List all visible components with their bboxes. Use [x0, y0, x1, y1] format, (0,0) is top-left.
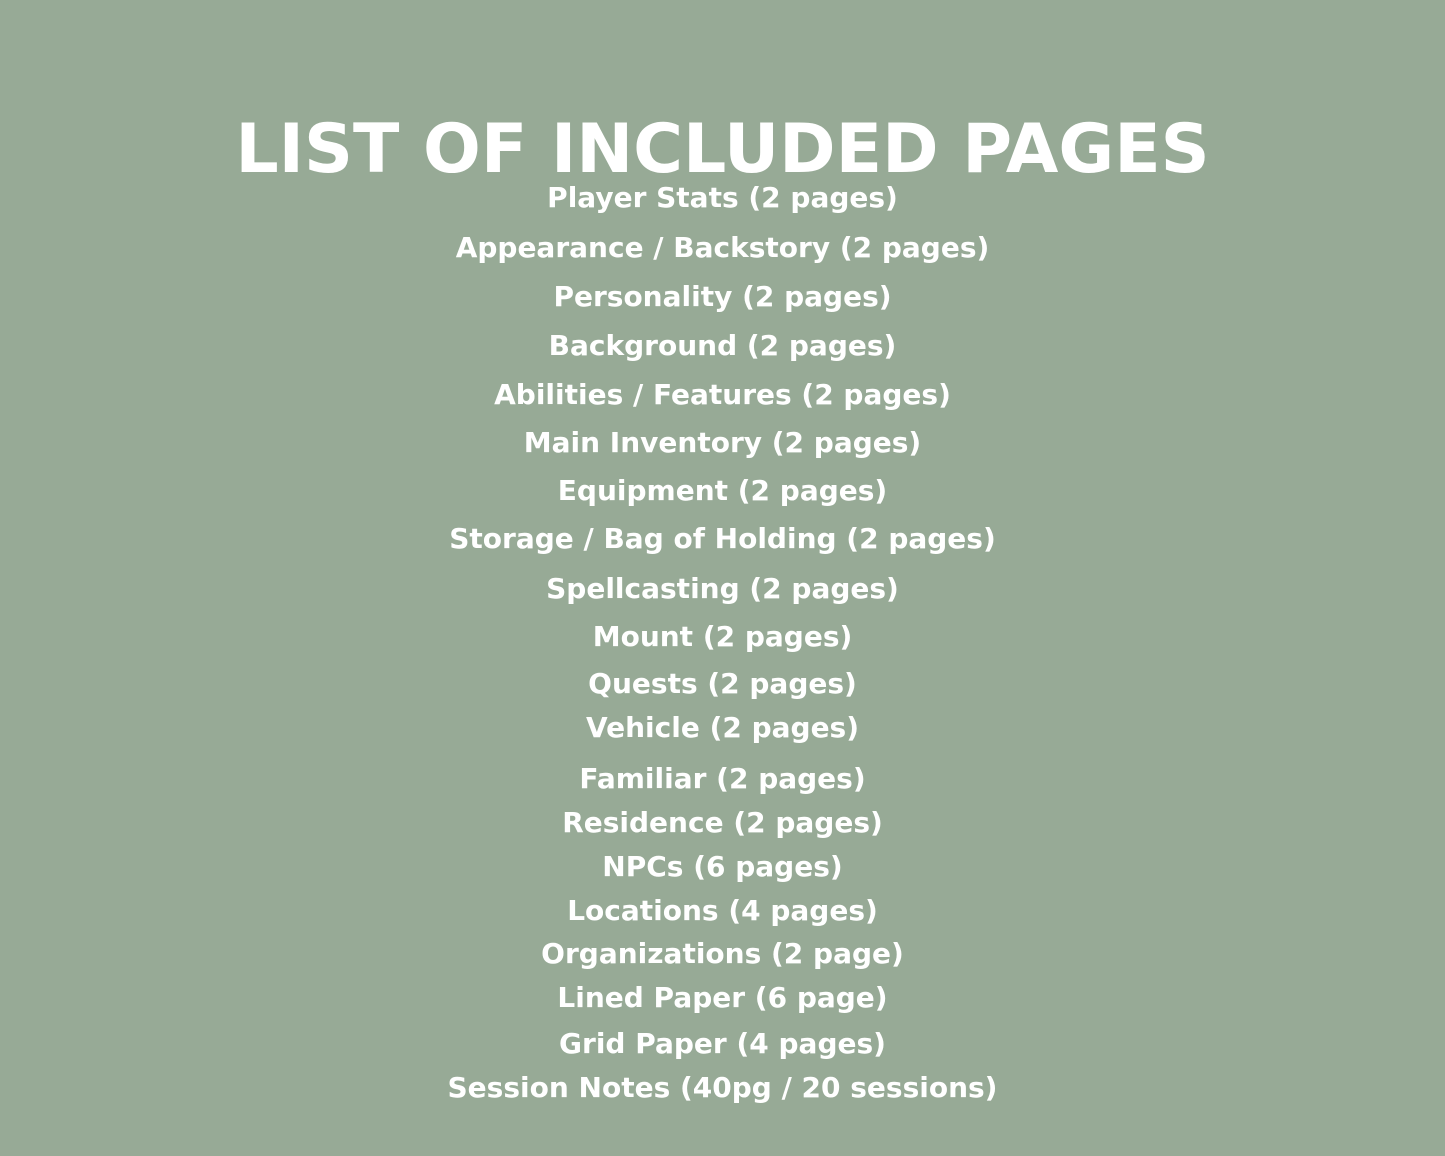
list-item-lined-paper: Lined Paper (6 page) [557, 981, 888, 1014]
list-item-player-stats: Player Stats (2 pages) [547, 181, 898, 214]
list-item-abilities-features: Abilities / Features (2 pages) [494, 378, 951, 411]
list-item-main-inventory: Main Inventory (2 pages) [523, 426, 922, 459]
page-title: LIST OF INCLUDED PAGES [235, 109, 1210, 189]
list-item-equipment: Equipment (2 pages) [557, 474, 888, 507]
list-item-residence: Residence (2 pages) [562, 806, 883, 839]
list-item-grid-paper: Grid Paper (4 pages) [559, 1027, 886, 1060]
list-item-background: Background (2 pages) [548, 329, 897, 362]
list-item-organizations: Organizations (2 page) [541, 937, 904, 970]
list-item-familiar: Familiar (2 pages) [579, 762, 866, 795]
list-item-npcs: NPCs (6 pages) [602, 850, 843, 883]
list-item-session-notes: Session Notes (40pg / 20 sessions) [447, 1071, 998, 1104]
list-item-locations: Locations (4 pages) [567, 894, 878, 927]
list-item-vehicle: Vehicle (2 pages) [585, 711, 860, 744]
list-item-appearance-backstory: Appearance / Backstory (2 pages) [455, 231, 990, 264]
list-item-mount: Mount (2 pages) [592, 620, 853, 653]
list-item-quests: Quests (2 pages) [588, 667, 857, 700]
list-item-spellcasting: Spellcasting (2 pages) [546, 572, 899, 605]
list-item-personality: Personality (2 pages) [553, 280, 892, 313]
list-item-storage-bag-of-holding: Storage / Bag of Holding (2 pages) [449, 522, 996, 555]
